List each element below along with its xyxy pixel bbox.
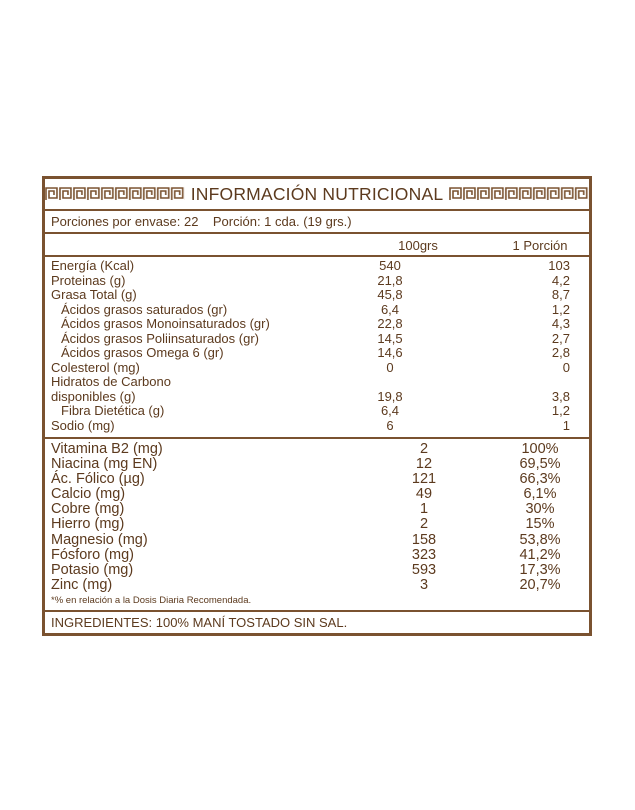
vitamin-value-rdi: 17,3% (519, 561, 561, 578)
nutrient-value-100g: 6 (386, 417, 394, 433)
vitamin-row (45, 548, 589, 563)
nutrient-value-100g: 19,8 (377, 388, 403, 404)
vitamin-row (45, 457, 589, 472)
nutrient-name: disponibles (g) (51, 388, 136, 404)
nutrient-name: Fibra Dietética (g) (61, 403, 165, 418)
vitamin-value-100g: 1 (419, 501, 429, 518)
vitamin-row (45, 502, 589, 517)
vitamin-value-100g: 323 (411, 546, 437, 563)
nutrient-name: Ácidos grasos Omega 6 (gr) (61, 345, 224, 360)
vitamin-name: Niacina (mg EN) (51, 456, 158, 473)
nutrient-row (45, 274, 589, 289)
nutrient-value-portion: 1 (562, 417, 570, 433)
vitamin-row (45, 578, 589, 593)
nutrient-value-100g: 14,5 (377, 330, 403, 346)
nutrient-value-100g: 540 (379, 258, 401, 273)
vitamin-row (45, 517, 589, 532)
column-headers (45, 234, 589, 251)
nutrient-name: Grasa Total (g) (51, 287, 137, 302)
nutrient-value-portion: 103 (548, 258, 570, 273)
vitamin-name: Zinc (mg) (51, 576, 113, 593)
vitamin-name: Fósforo (mg) (51, 546, 134, 563)
greek-key-border-right (449, 187, 589, 201)
nutrient-row (45, 332, 589, 347)
nutrient-value-portion: 1,2 (551, 301, 570, 317)
footnote: *% en relación a la Dosis Diaria Recomendada. (51, 594, 252, 606)
nutrient-value-100g: 22,8 (377, 316, 403, 331)
nutrient-value-portion: 8,7 (551, 287, 570, 302)
vitamin-name: Hierro (mg) (51, 516, 125, 533)
nutrient-value-100g: 21,8 (377, 272, 403, 288)
label-header (45, 179, 589, 211)
nutrient-row (45, 419, 589, 434)
nutrient-name: Ácidos grasos saturados (gr) (61, 301, 228, 317)
nutrient-row (45, 288, 589, 303)
vitamin-name: Ác. Fólico (µg) (51, 471, 145, 488)
nutrient-name: Energía (Kcal) (51, 258, 135, 273)
vitamin-name: Calcio (mg) (51, 486, 126, 503)
vitamin-value-rdi: 53,8% (519, 531, 561, 548)
nutrient-row (45, 317, 589, 332)
vitamin-value-100g: 49 (415, 486, 433, 503)
vitamin-value-rdi: 69,5% (519, 456, 561, 473)
nutrient-value-portion: 0 (562, 359, 570, 375)
vitamin-value-100g: 2 (419, 441, 429, 457)
vitamin-value-100g: 2 (419, 516, 429, 533)
nutrient-value-portion: 4,2 (551, 272, 570, 288)
nutrient-row (45, 303, 589, 318)
vitamin-value-100g: 12 (415, 456, 433, 473)
nutrient-name: Sodio (mg) (51, 417, 115, 433)
nutrient-value-100g: 6,4 (380, 403, 400, 418)
nutrient-name: Ácidos grasos Monoinsaturados (gr) (61, 316, 270, 331)
vitamin-name: Magnesio (mg) (51, 531, 148, 548)
vitamin-value-100g: 3 (419, 576, 429, 593)
vitamin-value-100g: 121 (411, 471, 437, 488)
vitamin-name: Vitamina B2 (mg) (51, 441, 163, 457)
ingredients: INGREDIENTES: 100% MANÍ TOSTADO SIN SAL. (51, 614, 348, 630)
nutrient-value-portion: 3,8 (551, 388, 570, 404)
nutrient-name: Hidratos de Carbono (51, 374, 171, 389)
vitamin-row (45, 472, 589, 487)
vitamin-value-rdi: 100% (521, 441, 559, 457)
vitamin-value-rdi: 6,1% (523, 486, 557, 503)
nutrient-name: Ácidos grasos Poliinsaturados (gr) (61, 330, 259, 346)
nutrient-value-100g: 6,4 (380, 301, 400, 317)
nutrient-value-100g: 0 (386, 359, 394, 375)
vitamin-name: Cobre (mg) (51, 501, 125, 518)
nutrient-value-portion: 1,2 (551, 403, 570, 418)
label-title: INFORMACIÓN NUTRICIONAL (190, 183, 444, 204)
nutrient-name: Proteinas (g) (51, 272, 126, 288)
serving-info: Porciones por envase: 22 Porción: 1 cda. (19 grs.) (45, 211, 589, 234)
vitamin-value-100g: 158 (411, 531, 437, 548)
nutrient-row (45, 259, 589, 274)
nutrient-row (45, 404, 589, 419)
nutrient-table (45, 257, 589, 433)
vitamin-row (45, 533, 589, 548)
vitamin-value-rdi: 20,7% (519, 576, 561, 593)
nutrient-value-portion: 4,3 (551, 316, 570, 331)
nutrient-row (45, 375, 589, 390)
nutrition-label (42, 176, 592, 636)
nutrient-value-portion: 2,8 (551, 345, 570, 360)
vitamin-row (45, 487, 589, 502)
nutrient-value-portion: 2,7 (551, 330, 570, 346)
nutrient-row (45, 361, 589, 376)
vitamin-value-rdi: 30% (525, 501, 555, 518)
vitamin-value-rdi: 66,3% (519, 471, 561, 488)
column-header-portion: 1 Porción (512, 238, 568, 253)
vitamin-row (45, 442, 589, 457)
vitamin-value-rdi: 41,2% (519, 546, 561, 563)
nutrient-name: Colesterol (mg) (51, 359, 140, 375)
nutrient-value-100g: 14,6 (377, 345, 403, 360)
nutrient-row (45, 346, 589, 361)
vitamin-row (45, 563, 589, 578)
vitamin-value-rdi: 15% (525, 516, 555, 533)
vitamin-name: Potasio (mg) (51, 561, 134, 578)
column-header-100g: 100grs (398, 238, 438, 253)
nutrient-value-100g: 45,8 (377, 287, 403, 302)
greek-key-border-left (45, 187, 185, 201)
vitamin-value-100g: 593 (411, 561, 437, 578)
nutrient-row (45, 390, 589, 405)
vitamin-table (45, 439, 589, 593)
